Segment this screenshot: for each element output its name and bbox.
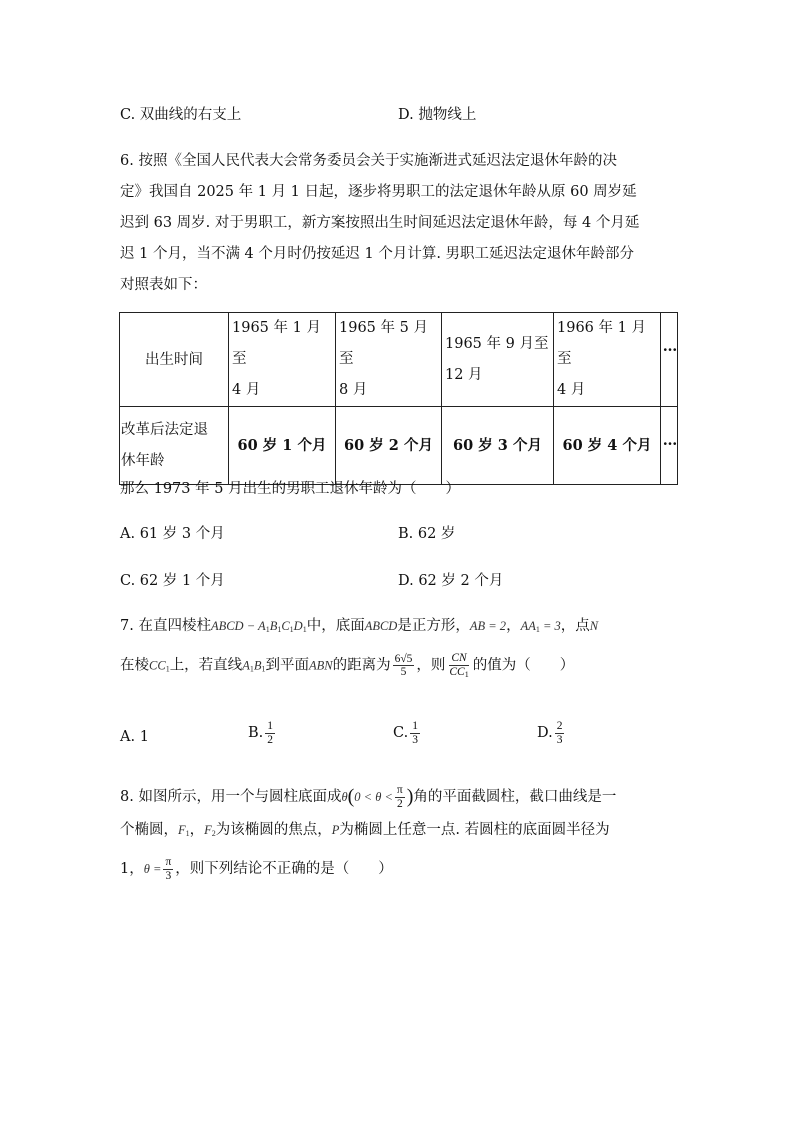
q8-text-line1: 8. 如图所示，用一个与圆柱底面成θ(0 < θ < $\frac{\pi}{2}$ )角的平面截圆柱，截口曲线是一 xyxy=(120,784,617,810)
birth-cell: 1965 年 9 月至 12 月 xyxy=(442,313,554,407)
option-d-fraction: $\frac{2}{3}$ xyxy=(556,720,563,746)
retirement-table xyxy=(119,312,678,485)
age-cell: 60 岁 2 个月 xyxy=(336,407,442,485)
q7-option-a: A. 1 xyxy=(120,729,149,745)
age-cell: 60 岁 1 个月 xyxy=(229,407,336,485)
q8-text-line3: 1，θ = $\frac{\pi}{3}$ ，则下列结论不正确的是（ ） xyxy=(120,856,393,882)
birth-cell: 1966 年 1 月至 4 月 xyxy=(554,313,661,407)
q5-option-c: C. 双曲线的右支上 xyxy=(120,107,242,123)
birth-cell: 1965 年 1 月至 4 月 xyxy=(229,313,336,407)
birth-cell: 1965 年 5 月至 8 月 xyxy=(336,313,442,407)
pi-over-2: $\frac{\pi}{2}$ xyxy=(396,784,403,810)
table-row xyxy=(120,313,678,407)
q6-text-line4: 迟 1 个月，当不满 4 个月时仍按延迟 1 个月计算. 男职工延迟法定退休年龄部分 xyxy=(120,246,635,262)
table-ellipsis: … xyxy=(661,407,678,485)
pi-over-3: $\frac{\pi}{3}$ xyxy=(165,856,172,882)
ratio-fraction: $\frac{CN}{CC_1}$ xyxy=(449,652,469,679)
table-ellipsis: … xyxy=(661,313,678,407)
q6-text-line5: 对照表如下： xyxy=(120,277,207,293)
q6-option-c: C. 62 岁 1 个月 xyxy=(120,573,225,589)
q6-option-d: D. 62 岁 2 个月 xyxy=(398,573,504,589)
age-cell: 60 岁 4 个月 xyxy=(554,407,661,485)
option-b-fraction: $\frac{1}{2}$ xyxy=(267,720,274,746)
q5-option-d: D. 抛物线上 xyxy=(398,107,477,123)
q8-text-line2: 个椭圆，$F_1$，$F_2$为该椭圆的焦点，P为椭圆上任意一点. 若圆柱的底面圆半径为 xyxy=(120,822,610,838)
distance-fraction: $\frac{6√5}{5}$ xyxy=(394,652,413,679)
q7-text-line2: 在棱$CC_1$上，若直线$A_1B_1$到平面ABN的距离为 $\frac{6√5}{5}$ ，则 $\frac{CN}{CC_1}$ 的值为（ ） xyxy=(120,652,575,679)
row-label-birth: 出生时间 xyxy=(120,313,229,407)
q7-option-d: D. $\frac{2}{3}$ xyxy=(537,720,563,746)
q6-text-line2: 定》我国自 2025 年 1 月 1 日起，逐步将男职工的法定退休年龄从原 60 周岁延 xyxy=(120,184,637,200)
q6-question: 那么 1973 年 5 月出生的男职工退休年龄为（ ） xyxy=(120,481,461,497)
q7-option-b: B. $\frac{1}{2}$ xyxy=(248,720,274,746)
age-cell: 60 岁 3 个月 xyxy=(442,407,554,485)
option-c-fraction: $\frac{1}{3}$ xyxy=(412,720,418,746)
row-label-age: 改革后法定退 休年龄 xyxy=(120,407,229,485)
q6-option-b: B. 62 岁 xyxy=(398,526,456,542)
q7-option-c: C. $\frac{1}{3}$ xyxy=(393,720,418,746)
q6-option-a: A. 61 岁 3 个月 xyxy=(120,526,225,542)
q6-text-line3: 迟到 63 周岁. 对于男职工，新方案按照出生时间延迟法定退休年龄，每 4 个月延 xyxy=(120,215,640,231)
table-row xyxy=(120,407,678,485)
q7-text-line1: 7. 在直四棱柱ABCD − $A_1B_1C_1D_1$中，底面ABCD是正方形，AB = 2，$AA_1 = 3$，点N xyxy=(120,618,599,634)
q6-text-line1: 6. 按照《全国人民代表大会常务委员会关于实施渐进式延迟法定退休年龄的决 xyxy=(120,153,617,169)
